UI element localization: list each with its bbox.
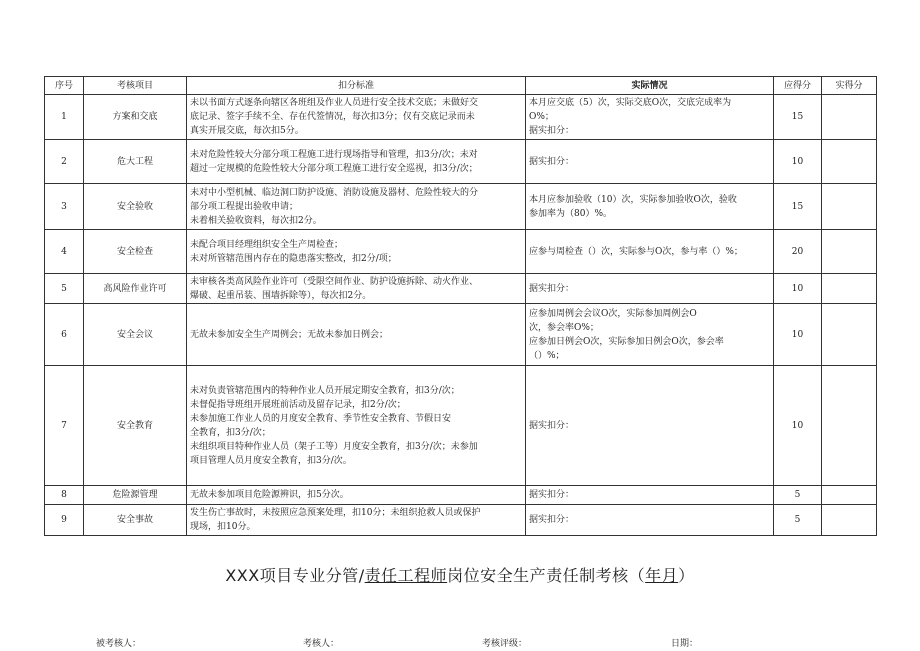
row-score: 10	[774, 274, 822, 304]
standard-line: 未审核各类高风险作业许可（受限空间作业、防护设施拆除、动火作业、	[190, 276, 479, 287]
standard-line: 全教育，扣3分/次；	[190, 427, 271, 438]
row-item: 安全会议	[84, 304, 187, 366]
standard-line: 爆破、起重吊装、围墙拆除等），每次扣2分。	[190, 290, 372, 301]
row-item: 安全检查	[84, 230, 187, 274]
standard-line: 未着相关验收资料，每次扣2分。	[190, 215, 322, 226]
row-got[interactable]	[822, 95, 877, 140]
table-row	[45, 230, 877, 274]
assessor-label: 考核人：	[303, 639, 340, 649]
standard-line: 无故未参加安全生产周例会；无故未参加日例会；	[190, 329, 389, 340]
standard-line: 超过一定规模的危险性较大分部分项工程施工进行安全巡视，扣3分/次；	[190, 163, 478, 174]
row-got[interactable]	[822, 274, 877, 304]
standard-line: 无故未参加项目危险源辨识，扣5分次。	[190, 490, 349, 500]
row-score: 5	[774, 505, 822, 536]
row-score: 10	[774, 366, 822, 486]
row-standard	[187, 184, 526, 230]
actual-line: 应参与周检查（）次，实际参与O次，参与率（）%；	[529, 246, 743, 257]
actual-line: （）%；	[529, 350, 565, 361]
row-number: 6	[45, 304, 84, 366]
actual-line: 次，参会率O%；	[529, 322, 599, 333]
row-score: 20	[774, 230, 822, 274]
standard-line: 未配合项目经理组织安全生产周检查；	[190, 239, 344, 250]
row-number: 5	[45, 274, 84, 304]
row-actual	[526, 505, 774, 536]
row-actual	[526, 184, 774, 230]
row-actual	[526, 274, 774, 304]
row-item: 高风险作业许可	[84, 274, 187, 304]
date-label: 日期：	[671, 639, 699, 649]
row-got[interactable]	[822, 304, 877, 366]
assessment-table	[44, 76, 877, 536]
row-got[interactable]	[822, 184, 877, 230]
standard-line: 未对中小型机械、临边洞口防护设施、消防设施及器材、危险性较大的分	[190, 187, 479, 198]
standard-line: 未以书面方式逐条向辖区各班组及作业人员进行安全技术交底；未做好交	[190, 98, 479, 108]
row-number: 4	[45, 230, 84, 274]
actual-line: 参加率为（80）%。	[529, 208, 613, 219]
row-standard	[187, 505, 526, 536]
assessee-label: 被考核人：	[96, 639, 142, 649]
header-actual: 实际情况	[526, 77, 774, 95]
actual-line: 应参加日例会O次，实际参加日例会O次，参会率	[529, 336, 724, 347]
standard-line: 底记录、签字手续不全、存在代签情况，每次扣3分；仅有交底记录而未	[190, 112, 475, 122]
row-standard	[187, 366, 526, 486]
row-standard	[187, 486, 526, 505]
standard-line: 未对负责管辖范围内的特种作业人员开展定期安全教育，扣3分/次；	[190, 385, 460, 396]
row-got[interactable]	[822, 505, 877, 536]
row-number: 3	[45, 184, 84, 230]
header-item: 考核项目	[84, 77, 187, 95]
title-part-underlined: 责任工程师	[364, 566, 448, 585]
row-standard	[187, 304, 526, 366]
header-no: 序号	[45, 77, 84, 95]
title-period-underlined: 年月	[645, 566, 679, 585]
row-actual	[526, 230, 774, 274]
table-row	[45, 95, 877, 140]
header-standard: 扣分标准	[187, 77, 526, 95]
row-item: 安全事故	[84, 505, 187, 536]
actual-line: 据实扣分：	[529, 515, 575, 525]
standard-line: 部分项工程提出验收申请；	[190, 201, 299, 212]
row-item: 危险源管理	[84, 486, 187, 505]
row-actual	[526, 140, 774, 184]
row-actual	[526, 486, 774, 505]
actual-line: 据实扣分：	[529, 156, 575, 167]
table-row	[45, 366, 877, 486]
row-item: 方案和交底	[84, 95, 187, 140]
actual-line: O%；	[529, 112, 554, 122]
table-row	[45, 274, 877, 304]
actual-line: 据实扣分：	[529, 283, 575, 294]
actual-line: 据实扣分：	[529, 126, 575, 136]
actual-line: 本月应参加验收（10）次，实际参加验收O次，验收	[529, 194, 737, 205]
table-row	[45, 184, 877, 230]
table-row	[45, 486, 877, 505]
row-actual	[526, 95, 774, 140]
row-score: 15	[774, 95, 822, 140]
table-header-row	[45, 77, 877, 95]
standard-line: 未对所管辖范围内存在的隐患落实整改，扣2分/项；	[190, 253, 397, 264]
title-part: 岗位安全生产责任制考核（	[447, 566, 646, 585]
standard-line: 未组织项目特种作业人员（架子工等）月度安全教育，扣3分/次；未参加	[190, 441, 478, 452]
row-got[interactable]	[822, 140, 877, 184]
standard-line: 未对危险性较大分部分项工程施工进行现场指导和管理，扣3分/次；未对	[190, 149, 478, 160]
header-got: 实得分	[822, 77, 877, 95]
row-number: 1	[45, 95, 84, 140]
row-actual	[526, 304, 774, 366]
actual-line: 据实扣分：	[529, 490, 575, 500]
title-part: ）	[678, 566, 695, 585]
actual-line: 本月应交底（5）次，实际交底O次，交底完成率为	[529, 98, 732, 108]
actual-line: 据实扣分：	[529, 420, 575, 431]
table-row	[45, 505, 877, 536]
standard-line: 现场，扣10分。	[190, 522, 256, 532]
standard-line: 未督促指导班组开展班前活动及留存记录，扣2分/次；	[190, 399, 406, 410]
row-score: 10	[774, 140, 822, 184]
standard-line: 发生伤亡事故时，未按照应急预案处理，扣10分；未组织抢救人员或保护	[190, 508, 481, 518]
row-score: 5	[774, 486, 822, 505]
standard-line: 未参加施工作业人员的月度安全教育、季节性安全教育、节假日安	[190, 413, 452, 424]
standard-line: 项目管理人员月度安全教育，扣3分/次。	[190, 455, 352, 466]
table-row	[45, 140, 877, 184]
row-item: 安全验收	[84, 184, 187, 230]
standard-line: 真实开展交底，每次扣5分。	[190, 126, 304, 136]
title-part: XXX项目专业分管/	[225, 566, 365, 585]
row-standard	[187, 230, 526, 274]
row-score: 10	[774, 304, 822, 366]
row-number: 2	[45, 140, 84, 184]
row-score: 15	[774, 184, 822, 230]
row-item: 安全教育	[84, 366, 187, 486]
row-item: 危大工程	[84, 140, 187, 184]
rating-label: 考核评级：	[482, 639, 528, 649]
document-title	[0, 563, 920, 586]
table-row	[45, 304, 877, 366]
row-got[interactable]	[822, 486, 877, 505]
row-standard	[187, 274, 526, 304]
row-actual	[526, 366, 774, 486]
row-standard	[187, 140, 526, 184]
actual-line: 应参加周例会会议O次，实际参加周例会O	[529, 308, 697, 319]
row-standard	[187, 95, 526, 140]
row-number: 7	[45, 366, 84, 486]
row-got[interactable]	[822, 366, 877, 486]
row-number: 9	[45, 505, 84, 536]
row-got[interactable]	[822, 230, 877, 274]
row-number: 8	[45, 486, 84, 505]
header-score: 应得分	[774, 77, 822, 95]
